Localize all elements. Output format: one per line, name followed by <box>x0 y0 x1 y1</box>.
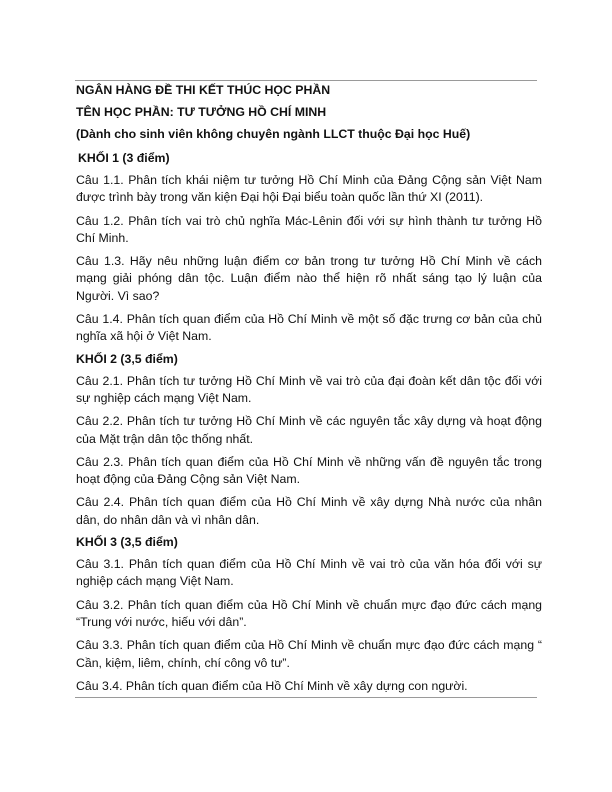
header-divider <box>75 80 537 81</box>
question-item: Câu 1.3. Hãy nêu những luận điểm cơ bản trong tư tưởng Hồ Chí Minh về cách mạng giải phóng dân tộc. Luận điểm nào thể hiện rõ nhất sáng tạo lý luận của Người. Vì sao? <box>76 254 542 303</box>
question-block-3 <box>76 535 542 695</box>
question-item: Câu 3.3. Phân tích quan điểm của Hồ Chí Minh về chuẩn mực đạo đức cách mạng “ Cần, kiệm, liêm, chính, chí công vô tư”. <box>76 638 542 670</box>
block-heading: KHỐI 1 (3 điểm) <box>78 151 170 165</box>
question-block-1 <box>76 151 542 346</box>
question-item: Câu 2.4. Phân tích quan điểm của Hồ Chí Minh về xây dựng Nhà nước của nhân dân, do nhân dân và vì nhân dân. <box>76 495 542 527</box>
question-item: Câu 2.3. Phân tích quan điểm của Hồ Chí Minh về những vấn đề nguyên tắc trong hoạt động của Đảng Cộng sản Việt Nam. <box>76 454 542 487</box>
document-body <box>76 83 542 701</box>
question-block-2 <box>76 352 542 529</box>
question-item: Câu 1.2. Phân tích vai trò chủ nghĩa Mác-Lênin đối với sự hình thành tư tưởng Hồ Chí Minh. <box>76 213 542 245</box>
footer-divider <box>75 697 537 698</box>
question-item: Câu 3.1. Phân tích quan điểm của Hồ Chí Minh về vai trò của văn hóa đối với sự nghiệp cách mạng Việt Nam. <box>76 557 542 589</box>
question-item: Câu 3.2. Phân tích quan điểm của Hồ Chí Minh về chuẩn mực đạo đức cách mạng “Trung với nước, hiếu với dân”. <box>76 597 542 629</box>
question-item: Câu 1.4. Phân tích quan điểm của Hồ Chí Minh về một số đặc trưng cơ bản của chủ nghĩa xã hội ở Việt Nam. <box>76 312 542 344</box>
question-item: Câu 2.2. Phân tích tư tưởng Hồ Chí Minh về các nguyên tắc xây dựng và hoạt động của Mặt trận dân tộc thống nhất. <box>76 414 542 446</box>
block-heading: KHỐI 3 (3,5 điểm) <box>76 535 178 550</box>
document-title: NGÂN HÀNG ĐỀ THI KẾT THÚC HỌC PHẦN <box>76 83 331 97</box>
question-item: Câu 3.4. Phân tích quan điểm của Hồ Chí Minh về xây dựng con người. <box>76 678 468 693</box>
document-subtitle: (Dành cho sinh viên không chuyên ngành LLCT thuộc Đại học Huế) <box>76 127 471 141</box>
question-item: Câu 2.1. Phân tích tư tưởng Hồ Chí Minh về vai trò của đại đoàn kết dân tộc đối với sự nghiệp cách mạng Việt Nam. <box>76 373 542 405</box>
block-heading: KHỐI 2 (3,5 điểm) <box>76 351 178 366</box>
course-title: TÊN HỌC PHẦN: TƯ TƯỞNG HỒ CHÍ MINH <box>76 105 327 119</box>
question-item: Câu 1.1. Phân tích khái niệm tư tưởng Hồ Chí Minh của Đảng Cộng sản Việt Nam được trình bày trong văn kiện Đại hội Đại biểu toàn quốc lần thứ XI (2011). <box>76 173 542 205</box>
